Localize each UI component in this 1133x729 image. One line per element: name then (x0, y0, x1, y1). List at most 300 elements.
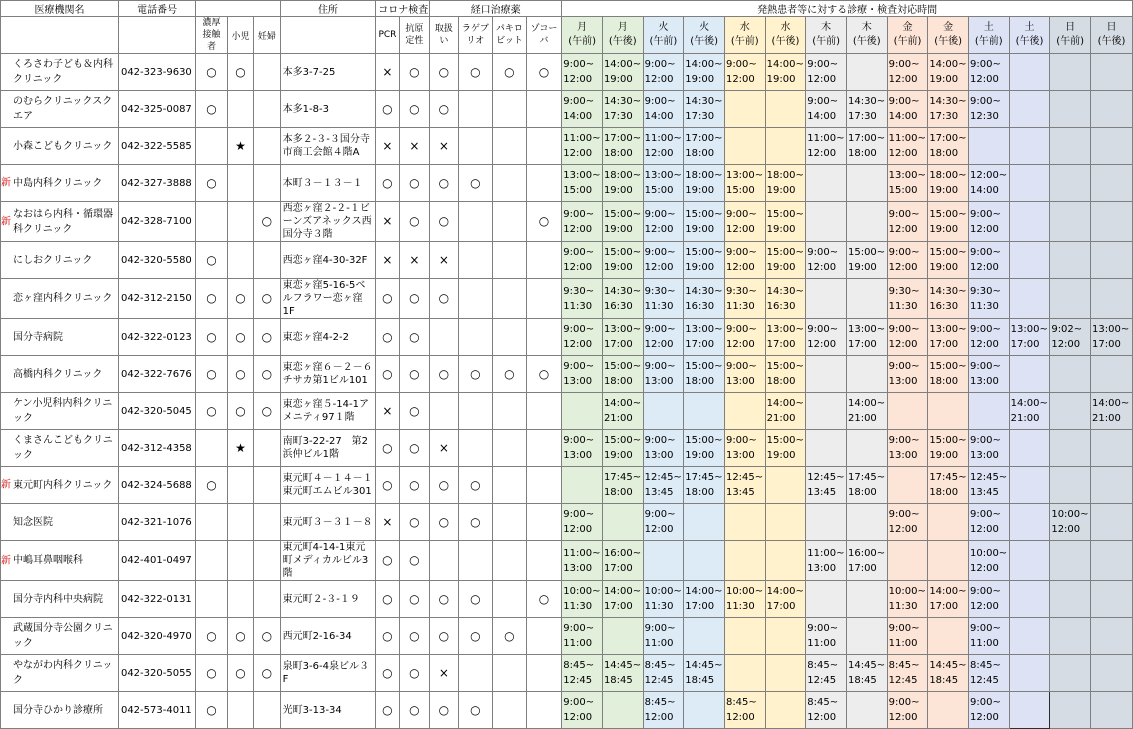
xocova-cell[interactable] (526, 467, 562, 504)
pregnant-cell[interactable] (254, 581, 280, 618)
time-cell[interactable]: 14:45~ 18:45 (846, 655, 887, 692)
handling-cell[interactable] (430, 541, 458, 581)
clinic-name-cell[interactable] (1, 54, 119, 91)
time-cell[interactable] (765, 655, 806, 692)
time-cell[interactable] (1091, 279, 1133, 319)
time-cell[interactable]: 14:30~ 16:30 (765, 279, 806, 319)
time-cell[interactable]: 11:00~ 12:00 (806, 128, 847, 165)
time-cell[interactable]: 14:00~ 19:00 (602, 54, 643, 91)
time-cell[interactable] (765, 128, 806, 165)
handling-cell[interactable]: ○ (430, 279, 458, 319)
xocova-cell[interactable] (526, 692, 562, 729)
handling-cell[interactable]: ○ (430, 54, 458, 91)
time-cell[interactable] (643, 393, 684, 430)
lagevrio-cell[interactable] (458, 430, 493, 467)
pcr-cell[interactable]: ○ (376, 91, 399, 128)
time-cell[interactable]: 14:00~ 21:00 (1009, 393, 1050, 430)
phone-cell[interactable]: 042-325-0087 (118, 91, 195, 128)
handling-cell[interactable]: ○ (430, 91, 458, 128)
close-contact-cell[interactable] (196, 504, 228, 541)
time-cell[interactable] (1009, 128, 1050, 165)
lagevrio-cell[interactable]: ○ (458, 692, 493, 729)
time-cell[interactable] (1091, 504, 1133, 541)
paxlovid-cell[interactable]: ○ (493, 356, 527, 393)
paxlovid-cell[interactable]: ○ (493, 54, 527, 91)
time-cell[interactable] (928, 692, 969, 729)
time-cell[interactable]: 14:30~ 17:30 (846, 91, 887, 128)
time-cell[interactable] (1091, 430, 1133, 467)
time-cell[interactable] (1091, 541, 1133, 581)
time-cell[interactable] (684, 541, 725, 581)
xocova-cell[interactable] (526, 618, 562, 655)
close-contact-cell[interactable]: ○ (196, 618, 228, 655)
time-cell[interactable] (1009, 279, 1050, 319)
time-cell[interactable]: 11:00~ 13:00 (562, 541, 603, 581)
time-cell[interactable] (1091, 581, 1133, 618)
time-cell[interactable] (1091, 54, 1133, 91)
time-cell[interactable] (1050, 279, 1091, 319)
time-cell[interactable]: 9:00~ 12:00 (643, 242, 684, 279)
time-cell[interactable] (1009, 467, 1050, 504)
time-cell[interactable]: 11:00~ 12:00 (643, 128, 684, 165)
time-cell[interactable] (684, 692, 725, 729)
pcr-cell[interactable]: ○ (376, 581, 399, 618)
paxlovid-cell[interactable] (493, 393, 527, 430)
time-cell[interactable]: 13:00~ 15:00 (724, 165, 765, 202)
time-cell[interactable] (765, 618, 806, 655)
clinic-name-cell[interactable] (1, 242, 119, 279)
time-cell[interactable] (602, 618, 643, 655)
time-cell[interactable] (928, 618, 969, 655)
time-cell[interactable]: 9:00~ 12:00 (806, 242, 847, 279)
pcr-cell[interactable]: × (376, 202, 399, 242)
address-cell[interactable]: 東元町３－３１－８ (280, 504, 376, 541)
child-cell[interactable]: ○ (227, 655, 253, 692)
address-cell[interactable]: 東恋ヶ窪６－２－６チサカ第1ビル101 (280, 356, 376, 393)
time-cell[interactable]: 9:00~ 11:00 (887, 618, 928, 655)
time-cell[interactable] (806, 393, 847, 430)
time-cell[interactable]: 9:00~ 12:00 (643, 504, 684, 541)
time-cell[interactable]: 9:00~ 12:00 (887, 692, 928, 729)
time-cell[interactable]: 12:45~ 13:45 (806, 467, 847, 504)
handling-cell[interactable]: ○ (430, 467, 458, 504)
clinic-name-cell[interactable] (1, 202, 119, 242)
clinic-name-cell[interactable] (1, 279, 119, 319)
time-cell[interactable] (1009, 692, 1050, 729)
time-cell[interactable] (1009, 541, 1050, 581)
time-cell[interactable] (1050, 618, 1091, 655)
phone-cell[interactable]: 042-322-0123 (118, 319, 195, 356)
paxlovid-cell[interactable] (493, 430, 527, 467)
lagevrio-cell[interactable]: ○ (458, 467, 493, 504)
time-cell[interactable] (1050, 541, 1091, 581)
child-cell[interactable] (227, 504, 253, 541)
antigen-cell[interactable]: ○ (399, 91, 430, 128)
address-cell[interactable]: 光町3-13-34 (280, 692, 376, 729)
time-cell[interactable]: 13:00~ 17:00 (684, 319, 725, 356)
time-cell[interactable]: 9:00~ 13:00 (724, 430, 765, 467)
time-cell[interactable]: 16:00~ 17:00 (846, 541, 887, 581)
time-cell[interactable]: 14:30~ 16:30 (602, 279, 643, 319)
time-cell[interactable] (968, 393, 1009, 430)
time-cell[interactable]: 9:00~ 13:00 (643, 430, 684, 467)
time-cell[interactable] (1091, 91, 1133, 128)
lagevrio-cell[interactable]: ○ (458, 54, 493, 91)
antigen-cell[interactable]: ○ (399, 393, 430, 430)
time-cell[interactable]: 9:00~ 13:00 (887, 430, 928, 467)
phone-cell[interactable]: 042-320-5580 (118, 242, 195, 279)
time-cell[interactable] (765, 467, 806, 504)
child-cell[interactable] (227, 242, 253, 279)
time-cell[interactable] (1050, 393, 1091, 430)
xocova-cell[interactable]: ○ (526, 356, 562, 393)
paxlovid-cell[interactable] (493, 581, 527, 618)
time-cell[interactable]: 14:00~ 17:00 (602, 581, 643, 618)
time-cell[interactable]: 11:00~ 13:00 (806, 541, 847, 581)
child-cell[interactable]: ○ (227, 356, 253, 393)
time-cell[interactable] (724, 618, 765, 655)
time-cell[interactable]: 10:00~ 11:30 (643, 581, 684, 618)
time-cell[interactable]: 14:00~ 21:00 (765, 393, 806, 430)
phone-cell[interactable]: 042-320-4970 (118, 618, 195, 655)
time-cell[interactable]: 8:45~ 12:45 (562, 655, 603, 692)
handling-cell[interactable]: × (430, 128, 458, 165)
xocova-cell[interactable] (526, 242, 562, 279)
time-cell[interactable]: 10:00~ 11:30 (562, 581, 603, 618)
time-cell[interactable]: 17:00~ 18:00 (928, 128, 969, 165)
lagevrio-cell[interactable]: ○ (458, 618, 493, 655)
address-cell[interactable]: 東恋ヶ窪５-14-1アメニティ97１階 (280, 393, 376, 430)
time-cell[interactable] (806, 430, 847, 467)
xocova-cell[interactable]: ○ (526, 581, 562, 618)
time-cell[interactable]: 14:00~ 17:00 (765, 581, 806, 618)
phone-cell[interactable]: 042-324-5688 (118, 467, 195, 504)
paxlovid-cell[interactable] (493, 541, 527, 581)
time-cell[interactable]: 16:00~ 17:00 (602, 541, 643, 581)
time-cell[interactable] (684, 618, 725, 655)
time-cell[interactable] (1009, 54, 1050, 91)
time-cell[interactable] (1091, 356, 1133, 393)
paxlovid-cell[interactable] (493, 319, 527, 356)
time-cell[interactable] (846, 279, 887, 319)
time-cell[interactable]: 12:45~ 13:45 (643, 467, 684, 504)
antigen-cell[interactable]: ○ (399, 430, 430, 467)
time-cell[interactable]: 15:00~ 19:00 (602, 242, 643, 279)
time-cell[interactable] (1050, 54, 1091, 91)
pregnant-cell[interactable] (254, 541, 280, 581)
time-cell[interactable]: 17:45~ 18:00 (684, 467, 725, 504)
close-contact-cell[interactable] (196, 430, 228, 467)
time-cell[interactable] (1091, 692, 1133, 729)
antigen-cell[interactable]: ○ (399, 356, 430, 393)
time-cell[interactable]: 9:00~ 11:00 (968, 618, 1009, 655)
time-cell[interactable] (562, 467, 603, 504)
time-cell[interactable] (806, 356, 847, 393)
time-cell[interactable] (1009, 618, 1050, 655)
paxlovid-cell[interactable] (493, 467, 527, 504)
time-cell[interactable] (1091, 618, 1133, 655)
time-cell[interactable]: 14:00~ 21:00 (846, 393, 887, 430)
antigen-cell[interactable]: ○ (399, 504, 430, 541)
xocova-cell[interactable]: ○ (526, 54, 562, 91)
close-contact-cell[interactable] (196, 202, 228, 242)
pregnant-cell[interactable] (254, 504, 280, 541)
time-cell[interactable]: 17:45~ 18:00 (602, 467, 643, 504)
handling-cell[interactable]: × (430, 242, 458, 279)
pregnant-cell[interactable]: ○ (254, 356, 280, 393)
time-cell[interactable]: 12:00~ 14:00 (968, 165, 1009, 202)
lagevrio-cell[interactable]: ○ (458, 356, 493, 393)
handling-cell[interactable]: ○ (430, 618, 458, 655)
phone-cell[interactable]: 042-327-3888 (118, 165, 195, 202)
close-contact-cell[interactable]: ○ (196, 165, 228, 202)
time-cell[interactable]: 13:00~ 17:00 (846, 319, 887, 356)
phone-cell[interactable]: 042-322-5585 (118, 128, 195, 165)
pcr-cell[interactable]: × (376, 128, 399, 165)
child-cell[interactable]: ○ (227, 279, 253, 319)
address-cell[interactable]: 東恋ヶ窪4-2-2 (280, 319, 376, 356)
time-cell[interactable]: 14:00~ 19:00 (684, 54, 725, 91)
close-contact-cell[interactable]: ○ (196, 91, 228, 128)
time-cell[interactable] (1050, 692, 1091, 729)
time-cell[interactable] (765, 692, 806, 729)
pcr-cell[interactable]: ○ (376, 618, 399, 655)
pregnant-cell[interactable] (254, 430, 280, 467)
time-cell[interactable]: 9:02~ 12:00 (1050, 319, 1091, 356)
time-cell[interactable]: 14:30~ 16:30 (684, 279, 725, 319)
time-cell[interactable]: 15:00~ 19:00 (684, 242, 725, 279)
time-cell[interactable]: 12:45~ 13:45 (968, 467, 1009, 504)
handling-cell[interactable]: ○ (430, 202, 458, 242)
time-cell[interactable] (1050, 202, 1091, 242)
handling-cell[interactable]: × (430, 655, 458, 692)
time-cell[interactable] (1091, 242, 1133, 279)
antigen-cell[interactable]: ○ (399, 467, 430, 504)
time-cell[interactable]: 10:00~ 11:30 (724, 581, 765, 618)
time-cell[interactable]: 15:00~ 19:00 (602, 430, 643, 467)
clinic-name-cell[interactable] (1, 618, 119, 655)
time-cell[interactable]: 9:00~ 12:00 (887, 242, 928, 279)
time-cell[interactable]: 9:00~ 12:00 (887, 504, 928, 541)
time-cell[interactable]: 8:45~ 12:45 (887, 655, 928, 692)
handling-cell[interactable]: ○ (430, 581, 458, 618)
time-cell[interactable] (1009, 202, 1050, 242)
time-cell[interactable]: 18:00~ 19:00 (602, 165, 643, 202)
time-cell[interactable] (846, 165, 887, 202)
time-cell[interactable]: 10:00~ 12:00 (968, 541, 1009, 581)
paxlovid-cell[interactable] (493, 242, 527, 279)
time-cell[interactable]: 17:00~ 18:00 (602, 128, 643, 165)
time-cell[interactable]: 14:00~ 21:00 (602, 393, 643, 430)
lagevrio-cell[interactable] (458, 279, 493, 319)
time-cell[interactable]: 9:00~ 13:00 (968, 356, 1009, 393)
phone-cell[interactable]: 042-321-1076 (118, 504, 195, 541)
clinic-name-cell[interactable] (1, 356, 119, 393)
time-cell[interactable]: 15:00~ 18:00 (928, 356, 969, 393)
time-cell[interactable] (846, 356, 887, 393)
time-cell[interactable]: 13:00~ 17:00 (602, 319, 643, 356)
time-cell[interactable]: 9:00~ 12:00 (562, 242, 603, 279)
time-cell[interactable]: 9:00~ 13:00 (562, 430, 603, 467)
time-cell[interactable]: 9:30~ 11:30 (887, 279, 928, 319)
pcr-cell[interactable]: × (376, 54, 399, 91)
time-cell[interactable] (846, 692, 887, 729)
address-cell[interactable]: 東恋ヶ窪5-16-5ベルフラワー恋ヶ窪1F (280, 279, 376, 319)
xocova-cell[interactable] (526, 393, 562, 430)
xocova-cell[interactable] (526, 279, 562, 319)
pregnant-cell[interactable]: ○ (254, 319, 280, 356)
time-cell[interactable]: 14:30~ 17:30 (928, 91, 969, 128)
clinic-name-cell[interactable] (1, 541, 119, 581)
time-cell[interactable]: 9:00~ 12:00 (562, 692, 603, 729)
time-cell[interactable] (724, 655, 765, 692)
address-cell[interactable]: 本多２-３-３国分寺市商工会館４階A (280, 128, 376, 165)
phone-cell[interactable]: 042-328-7100 (118, 202, 195, 242)
paxlovid-cell[interactable] (493, 128, 527, 165)
time-cell[interactable] (1050, 128, 1091, 165)
time-cell[interactable]: 15:00~ 19:00 (602, 202, 643, 242)
time-cell[interactable] (724, 128, 765, 165)
time-cell[interactable] (806, 581, 847, 618)
pregnant-cell[interactable]: ○ (254, 655, 280, 692)
pcr-cell[interactable]: × (376, 393, 399, 430)
time-cell[interactable] (1050, 356, 1091, 393)
time-cell[interactable]: 9:00~ 12:00 (887, 319, 928, 356)
time-cell[interactable]: 12:45~ 13:45 (724, 467, 765, 504)
time-cell[interactable] (765, 541, 806, 581)
time-cell[interactable] (806, 504, 847, 541)
pcr-cell[interactable]: ○ (376, 319, 399, 356)
lagevrio-cell[interactable]: ○ (458, 581, 493, 618)
time-cell[interactable]: 9:00~ 13:00 (968, 430, 1009, 467)
paxlovid-cell[interactable] (493, 165, 527, 202)
pregnant-cell[interactable] (254, 54, 280, 91)
time-cell[interactable]: 14:45~ 18:45 (928, 655, 969, 692)
clinic-name-cell[interactable] (1, 430, 119, 467)
clinic-name-cell[interactable] (1, 165, 119, 202)
time-cell[interactable]: 9:00~ 12:00 (968, 242, 1009, 279)
time-cell[interactable]: 9:00~ 12:00 (643, 54, 684, 91)
xocova-cell[interactable] (526, 541, 562, 581)
antigen-cell[interactable]: × (399, 128, 430, 165)
time-cell[interactable]: 15:00~ 19:00 (684, 202, 725, 242)
time-cell[interactable]: 9:00~ 12:00 (887, 54, 928, 91)
child-cell[interactable] (227, 692, 253, 729)
time-cell[interactable]: 9:00~ 13:00 (724, 356, 765, 393)
time-cell[interactable]: 9:00~ 12:00 (968, 581, 1009, 618)
time-cell[interactable] (1050, 242, 1091, 279)
paxlovid-cell[interactable] (493, 504, 527, 541)
time-cell[interactable]: 9:00~ 13:00 (887, 356, 928, 393)
time-cell[interactable]: 17:45~ 18:00 (928, 467, 969, 504)
time-cell[interactable]: 10:00~ 11:30 (887, 581, 928, 618)
time-cell[interactable]: 14:45~ 18:45 (684, 655, 725, 692)
close-contact-cell[interactable] (196, 581, 228, 618)
time-cell[interactable]: 8:45~ 12:45 (806, 655, 847, 692)
phone-cell[interactable]: 042-312-2150 (118, 279, 195, 319)
handling-cell[interactable] (430, 393, 458, 430)
clinic-name-cell[interactable] (1, 319, 119, 356)
pcr-cell[interactable]: ○ (376, 467, 399, 504)
child-cell[interactable] (227, 541, 253, 581)
handling-cell[interactable] (430, 319, 458, 356)
paxlovid-cell[interactable] (493, 655, 527, 692)
time-cell[interactable]: 15:00~ 19:00 (684, 430, 725, 467)
close-contact-cell[interactable]: ○ (196, 393, 228, 430)
lagevrio-cell[interactable] (458, 242, 493, 279)
address-cell[interactable]: 泉町3-6-4泉ビル３F (280, 655, 376, 692)
phone-cell[interactable]: 042-320-5055 (118, 655, 195, 692)
pcr-cell[interactable]: ○ (376, 165, 399, 202)
address-cell[interactable]: 西恋ヶ窪4-30-32F (280, 242, 376, 279)
time-cell[interactable] (643, 541, 684, 581)
time-cell[interactable]: 15:00~ 18:00 (684, 356, 725, 393)
time-cell[interactable]: 14:00~ 17:00 (684, 581, 725, 618)
lagevrio-cell[interactable] (458, 541, 493, 581)
time-cell[interactable]: 18:00~ 19:00 (928, 165, 969, 202)
antigen-cell[interactable]: ○ (399, 541, 430, 581)
xocova-cell[interactable] (526, 319, 562, 356)
time-cell[interactable]: 14:00~ 21:00 (1091, 393, 1133, 430)
address-cell[interactable]: 本多3-7-25 (280, 54, 376, 91)
time-cell[interactable]: 10:00~ 12:00 (1050, 504, 1091, 541)
time-cell[interactable] (724, 504, 765, 541)
time-cell[interactable] (1009, 430, 1050, 467)
time-cell[interactable] (887, 467, 928, 504)
time-cell[interactable] (887, 393, 928, 430)
time-cell[interactable]: 9:00~ 12:00 (562, 504, 603, 541)
pregnant-cell[interactable] (254, 165, 280, 202)
time-cell[interactable] (684, 393, 725, 430)
time-cell[interactable]: 15:00~ 18:00 (602, 356, 643, 393)
time-cell[interactable] (928, 541, 969, 581)
address-cell[interactable]: 西恋ヶ窪２-２-１ビーンズアネックス西国分寺３階 (280, 202, 376, 242)
child-cell[interactable] (227, 581, 253, 618)
time-cell[interactable]: 9:00~ 12:00 (968, 692, 1009, 729)
phone-cell[interactable]: 042-573-4011 (118, 692, 195, 729)
time-cell[interactable]: 14:30~ 17:30 (602, 91, 643, 128)
close-contact-cell[interactable]: ○ (196, 319, 228, 356)
time-cell[interactable]: 9:00~ 14:00 (806, 91, 847, 128)
child-cell[interactable]: ★ (227, 128, 253, 165)
close-contact-cell[interactable]: ○ (196, 692, 228, 729)
clinic-name-cell[interactable] (1, 467, 119, 504)
pcr-cell[interactable]: ○ (376, 356, 399, 393)
time-cell[interactable]: 17:00~ 18:00 (846, 128, 887, 165)
time-cell[interactable]: 18:00~ 19:00 (765, 165, 806, 202)
time-cell[interactable]: 15:00~ 19:00 (928, 430, 969, 467)
antigen-cell[interactable]: ○ (399, 692, 430, 729)
time-cell[interactable] (765, 91, 806, 128)
pcr-cell[interactable]: ○ (376, 655, 399, 692)
time-cell[interactable] (1009, 91, 1050, 128)
address-cell[interactable]: 東元町４－１４－１東元町エムビル301 (280, 467, 376, 504)
xocova-cell[interactable] (526, 655, 562, 692)
lagevrio-cell[interactable] (458, 128, 493, 165)
time-cell[interactable]: 14:00~ 19:00 (928, 54, 969, 91)
pregnant-cell[interactable]: ○ (254, 202, 280, 242)
time-cell[interactable]: 8:45~ 12:45 (643, 655, 684, 692)
time-cell[interactable]: 13:00~ 15:00 (562, 165, 603, 202)
antigen-cell[interactable]: ○ (399, 618, 430, 655)
time-cell[interactable]: 14:30~ 17:30 (684, 91, 725, 128)
clinic-name-cell[interactable] (1, 692, 119, 729)
phone-cell[interactable]: 042-401-0497 (118, 541, 195, 581)
time-cell[interactable]: 9:00~ 12:00 (968, 54, 1009, 91)
lagevrio-cell[interactable] (458, 655, 493, 692)
time-cell[interactable]: 15:00~ 19:00 (765, 242, 806, 279)
close-contact-cell[interactable]: ○ (196, 467, 228, 504)
